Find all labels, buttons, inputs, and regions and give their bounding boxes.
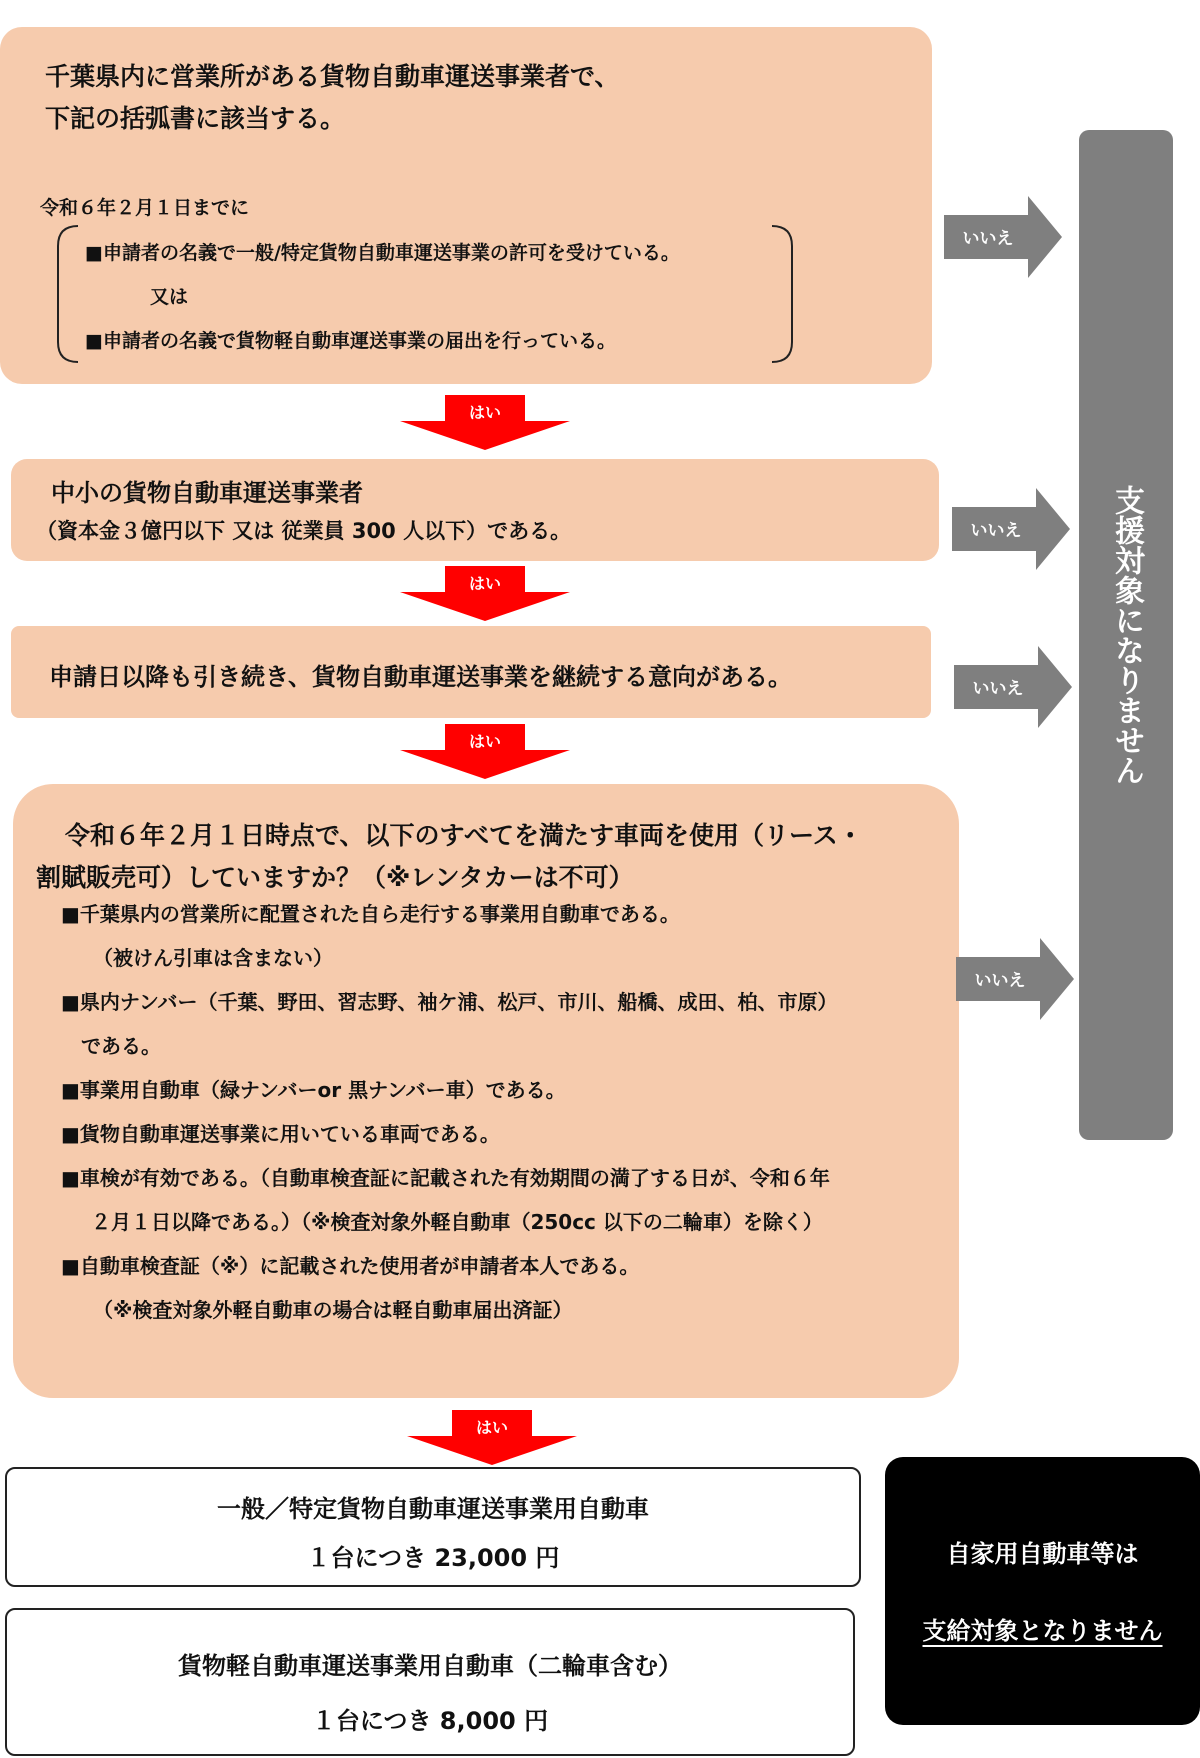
criteria-1-date: 令和６年２月１日までに (40, 197, 250, 219)
result-general-title: 一般／特定貨物自動車運送事業用自動車 (217, 1495, 649, 1523)
criteria-1-or: 又は (150, 286, 189, 308)
result-general-amount: １台につき 23,000 円 (306, 1544, 560, 1572)
no-label-2: いいえ (970, 521, 1022, 541)
no-label-3: いいえ (972, 679, 1024, 699)
result-light-title: 貨物軽自動車運送事業用自動車（二輪車含む） (178, 1652, 682, 1680)
result-light-amount: １台につき 8,000 円 (311, 1707, 549, 1735)
criteria-4-line1: 令和６年２月１日時点で、以下のすべてを満たす車両を使用（リース・ (65, 821, 863, 850)
criteria-1-item1: ■申請者の名義で一般/特定貨物自動車運送事業の許可を受けている。 (85, 242, 680, 264)
criteria-4-item-5: ■事業用自動車（緑ナンバーor 黒ナンバー車）である。 (61, 1078, 566, 1102)
criteria-4-item-9: ■自動車検査証（※）に記載された使用者が申請者本人である。 (61, 1254, 640, 1278)
criteria-box-3 (11, 626, 931, 718)
no-arrow-3 (954, 646, 1072, 728)
yes-label-1: はい (468, 403, 502, 422)
yes-arrow-3 (400, 724, 570, 779)
result-box-light (5, 1608, 855, 1756)
no-arrow-1 (944, 196, 1062, 278)
criteria-2-line1: 中小の貨物自動車運送事業者 (51, 479, 363, 507)
criteria-1-line2: 下記の括弧書に該当する。 (45, 104, 346, 133)
yes-arrow-2 (400, 566, 570, 621)
criteria-4-item-8: ２月１日以降である。）（※検査対象外軽自動車（250cc 以下の二輪車）を除く） (91, 1210, 823, 1234)
private-note-line1: 自家用自動車等は (946, 1540, 1139, 1568)
yes-label-4: はい (475, 1418, 509, 1437)
yes-arrow-1 (400, 395, 570, 450)
private-note-line2: 支給対象となりません (922, 1617, 1163, 1645)
criteria-1-line1: 千葉県内に営業所がある貨物自動車運送事業者で、 (45, 62, 620, 91)
private-vehicle-note (885, 1457, 1200, 1725)
criteria-4-item-7: ■車検が有効である。（自動車検査証に記載された有効期間の満了する日が、令和６年 (61, 1166, 830, 1190)
criteria-4-item-6: ■貨物自動車運送事業に用いている車両である。 (61, 1122, 500, 1146)
not-eligible-label: 支援対象になりません (1109, 485, 1144, 785)
bracket-left (52, 224, 82, 364)
criteria-4-item-2: （被けん引車は含まない） (93, 946, 333, 970)
no-label-4: いいえ (974, 971, 1026, 991)
no-label-1: いいえ (962, 229, 1014, 249)
criteria-3-line1: 申請日以降も引き続き、貨物自動車運送事業を継続する意向がある。 (49, 663, 793, 691)
bracket-right (768, 224, 798, 364)
criteria-4-item-10: （※検査対象外軽自動車の場合は軽自動車届出済証） (93, 1298, 573, 1322)
criteria-4-line2: 割賦販売可）していますか？（※レンタカーは不可） (36, 863, 634, 892)
yes-arrow-4 (407, 1410, 577, 1465)
criteria-4-item-3: ■県内ナンバー（千葉、野田、習志野、袖ケ浦、松戸、市川、船橋、成田、柏、市原） (61, 990, 838, 1014)
yes-label-2: はい (468, 574, 502, 593)
criteria-4-item-1: ■千葉県内の営業所に配置された自ら走行する事業用自動車である。 (61, 902, 680, 926)
criteria-1-item2: ■申請者の名義で貨物軽自動車運送事業の届出を行っている。 (85, 330, 616, 352)
no-arrow-4 (956, 938, 1074, 1020)
result-box-general (5, 1467, 861, 1587)
yes-label-3: はい (468, 732, 502, 751)
no-arrow-2 (952, 488, 1070, 570)
criteria-box-1 (0, 27, 932, 384)
criteria-2-line2: （資本金３億円以下 又は 従業員 300 人以下）である。 (36, 519, 572, 543)
criteria-4-item-4: である。 (81, 1034, 161, 1058)
criteria-box-2 (11, 459, 939, 561)
criteria-box-4 (13, 784, 959, 1398)
